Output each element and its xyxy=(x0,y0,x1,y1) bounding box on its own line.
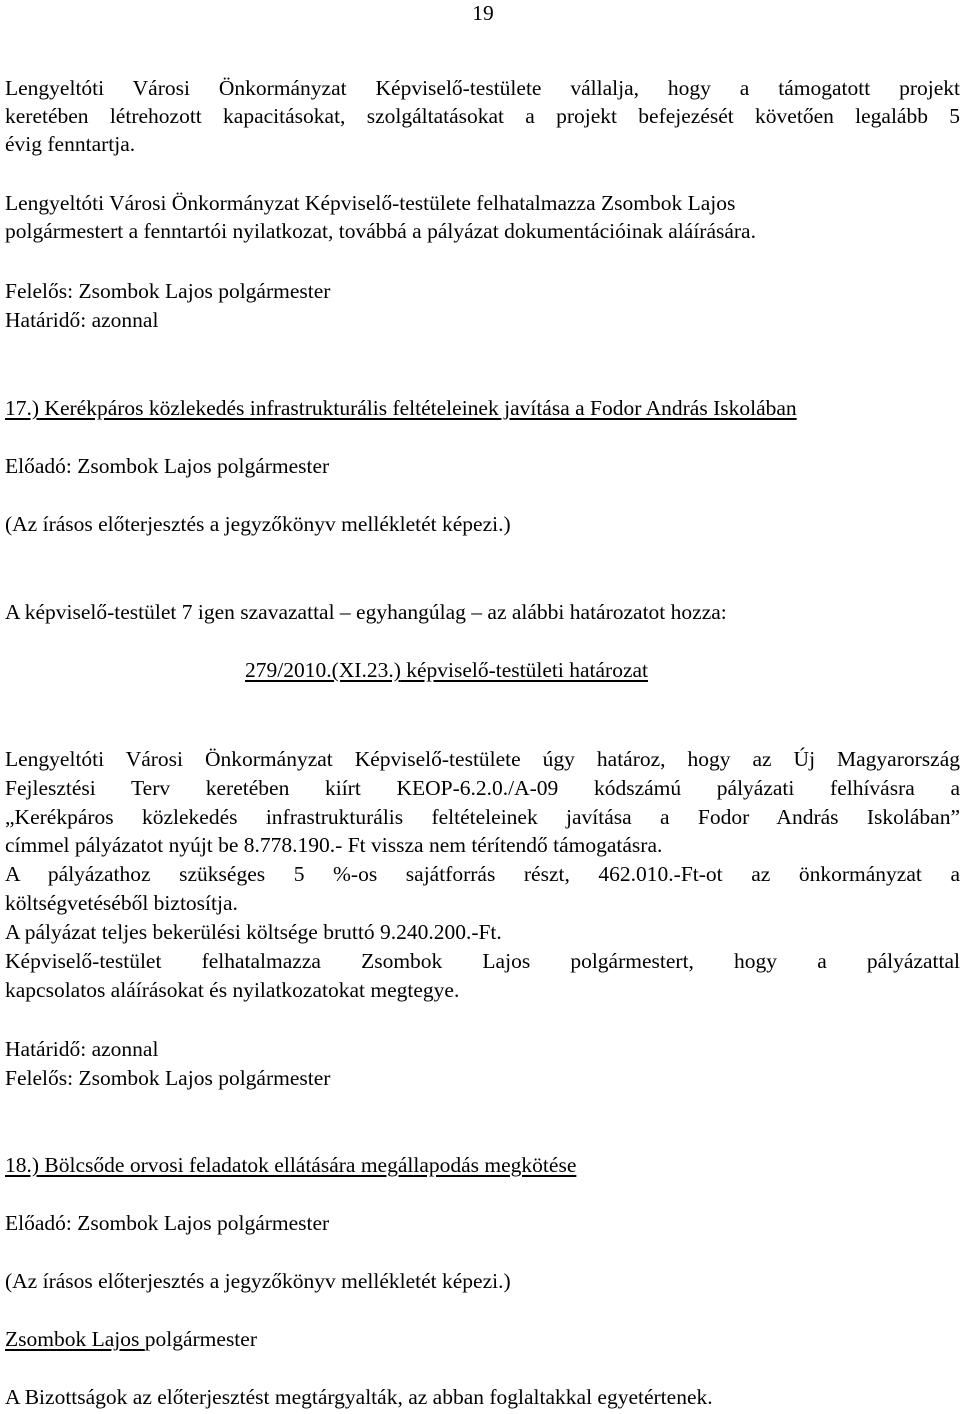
speaker-role: polgármester xyxy=(144,1327,257,1351)
responsible-line: Felelős: Zsombok Lajos polgármester xyxy=(5,1066,331,1090)
resolution-line: Lengyeltóti Városi Önkormányzat Képviselő-testülete úgy határoz, hogy az Új Magyarország xyxy=(5,747,960,771)
paragraph-line: Lengyeltóti Városi Önkormányzat Képviselő-testülete felhatalmazza Zsombok Lajos xyxy=(5,191,736,215)
paragraph-line: keretében létrehozott kapacitásokat, szolgáltatásokat a projekt befejezését követően legalább 5 xyxy=(5,104,960,128)
resolution-line: Fejlesztési Terv keretében kiírt KEOP-6.2.0./A-09 kódszámú pályázati felhívásra a xyxy=(5,776,960,800)
agenda-item-number: 18.) xyxy=(5,1153,40,1177)
attachment-note: (Az írásos előterjesztés a jegyzőkönyv mellékletét képezi.) xyxy=(5,1269,511,1293)
resolution-line: címmel pályázatot nyújt be 8.778.190.- Ft vissza nem térítendő támogatásra. xyxy=(5,833,663,857)
speaker-name: Zsombok Lajos xyxy=(5,1327,145,1351)
resolution-line: Képviselő-testület felhatalmazza Zsombok Lajos polgármestert, hogy a pályázattal xyxy=(5,949,960,973)
presenter-line: Előadó: Zsombok Lajos polgármester xyxy=(5,1211,330,1235)
resolution-line: „Kerékpáros közlekedés infrastrukturális feltételeinek javítása a Fodor András Iskolában” xyxy=(5,805,960,829)
attachment-note: (Az írásos előterjesztés a jegyzőkönyv mellékletét képezi.) xyxy=(5,512,511,536)
resolution-line: költségvetéséből biztosítja. xyxy=(5,891,238,915)
agenda-item-18-heading xyxy=(5,1152,576,1179)
deadline-line: Határidő: azonnal xyxy=(5,308,159,332)
agenda-item-title: Bölcsőde orvosi feladatok ellátására megállapodás megkötése xyxy=(39,1153,577,1177)
resolution-title: képviselő-testületi határozat xyxy=(400,658,649,682)
deadline-line: Határidő: azonnal xyxy=(5,1037,159,1061)
agenda-item-number: 17.) xyxy=(5,396,40,420)
statement-line: A Bizottságok az előterjesztést megtárgyalták, az abban foglaltakkal egyetértenek. xyxy=(5,1385,713,1409)
presenter-line: Előadó: Zsombok Lajos polgármester xyxy=(5,454,330,478)
resolution-line: A pályázat teljes bekerülési költsége bruttó 9.240.200.-Ft. xyxy=(5,920,502,944)
resolution-line: kapcsolatos aláírásokat és nyilatkozatokat megtegye. xyxy=(5,978,460,1002)
resolution-number: 279/2010.(XI.23.) xyxy=(245,658,401,682)
paragraph-line: polgármestert a fenntartói nyilatkozat, továbbá a pályázat dokumentációinak aláírására. xyxy=(5,219,756,243)
paragraph-line: Lengyeltóti Városi Önkormányzat Képviselő-testülete vállalja, hogy a támogatott projekt xyxy=(5,76,960,100)
agenda-item-17-heading xyxy=(5,395,960,422)
resolution-line: A pályázathoz szükséges 5 %-os sajátforrás részt, 462.010.-Ft-ot az önkormányzat a xyxy=(5,862,960,886)
page-number: 19 xyxy=(472,1,494,25)
vote-line: A képviselő-testület 7 igen szavazattal – egyhangúlag – az alábbi határozatot hozza: xyxy=(5,600,727,624)
agenda-item-title: Kerékpáros közlekedés infrastrukturális feltételeinek javítása a Fodor András Iskolában xyxy=(39,396,797,420)
resolution-heading xyxy=(245,657,648,684)
speaker-line xyxy=(5,1326,960,1353)
paragraph-line: évig fenntartja. xyxy=(5,132,136,156)
responsible-line: Felelős: Zsombok Lajos polgármester xyxy=(5,279,331,303)
